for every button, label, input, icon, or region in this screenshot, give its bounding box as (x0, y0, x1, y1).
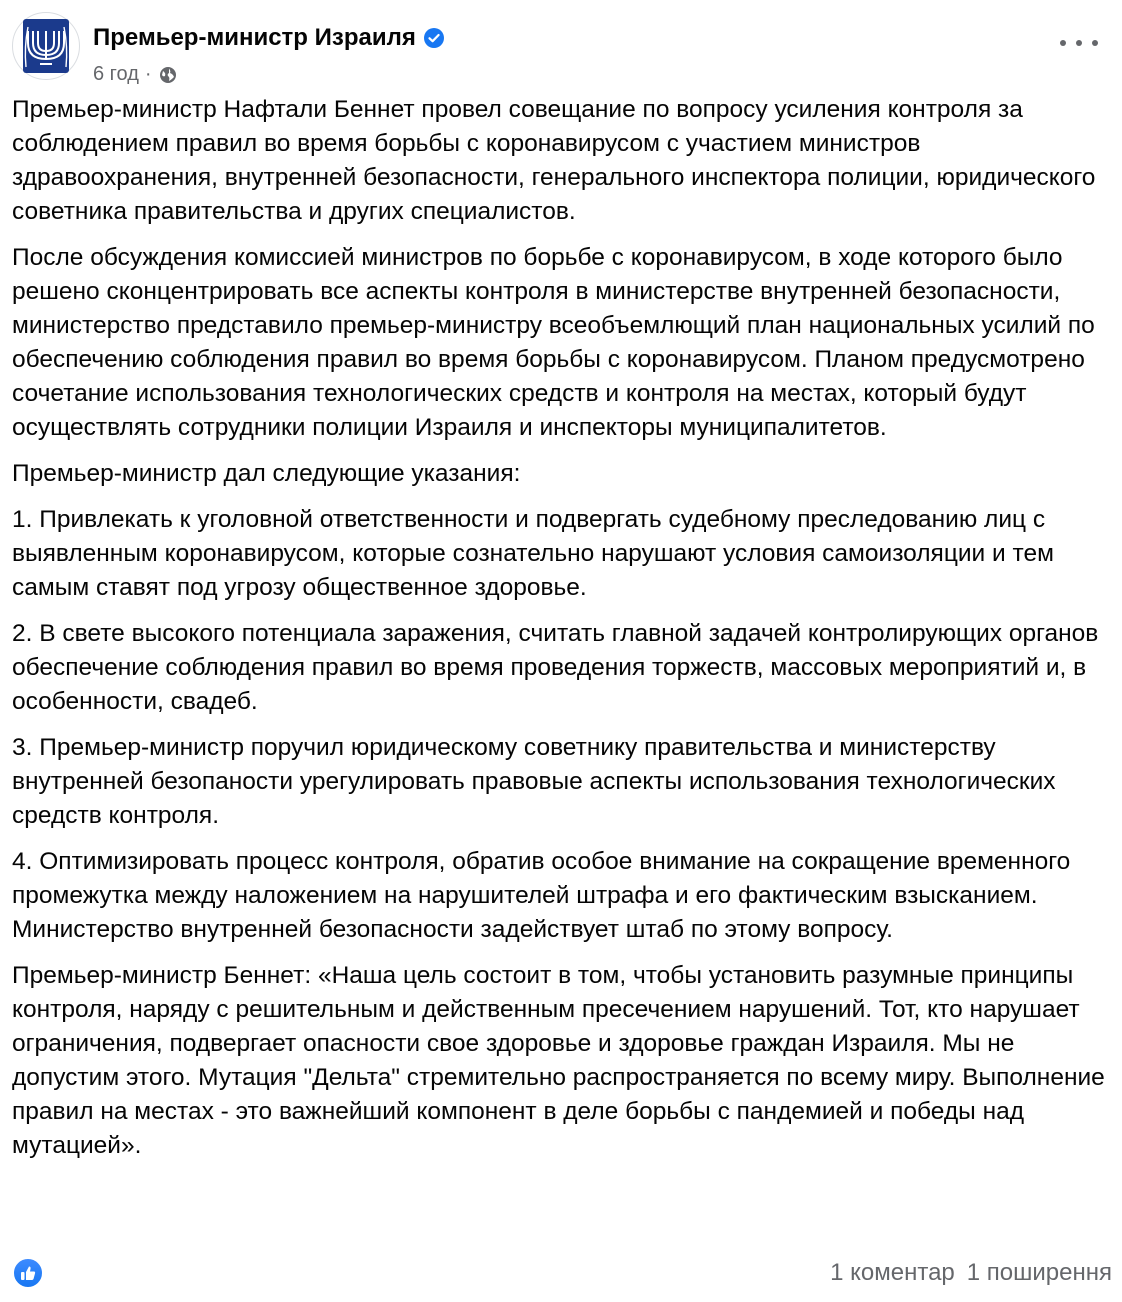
menorah-emblem-icon (20, 17, 72, 75)
post-footer (12, 1255, 1112, 1291)
page-name[interactable]: Премьер-министр Израиля (93, 24, 416, 51)
post-paragraph: 3. Премьер-министр поручил юридическому советнику правительства и министерству внутренней безопаности урегулировать правовые аспекты использования технологических средств контроля. (12, 734, 1056, 829)
verified-badge-icon (424, 28, 444, 48)
like-icon (19, 1264, 37, 1282)
post-timestamp[interactable]: 6 год (93, 63, 139, 85)
post-paragraph: 2. В свете высокого потенциала заражения, считать главной задачей контролирующих органов обеспечение соблюдения правил во время проведения торжеств, массовых мероприятий и, в особенности, свадеб. (12, 620, 1099, 715)
page-name-link[interactable] (93, 24, 444, 52)
post-meta (93, 63, 178, 86)
globe-icon[interactable] (158, 65, 178, 85)
post-paragraph: Премьер-министр Нафтали Беннет провел совещание по вопросу усиления контроля за соблюдением правил во время борьбы с коронавирусом с участием министров здравоохранения, внутренней безопасности, генерального инспектора полиции, юридического советника правительства и других специалистов. (12, 96, 1096, 225)
comments-count[interactable]: 1 коментар (830, 1259, 955, 1286)
more-dot (1076, 40, 1082, 46)
post-paragraph: После обсуждения комиссией министров по борьбе с коронавирусом, в ходе которого было решено сконцентрировать все аспекты контроля в министерстве внутренней безопасности, министерство представило премьер-министру всеобъемлющий план национальных усилий по обеспечению соблюдения правил во время борьбы с коронавирусом. Планом предусмотрено сочетание использования технологических средств и контроля на местах, который будут осуществлять сотрудники полиции Израиля и инспекторы муниципалитетов. (12, 244, 1095, 441)
post-paragraph: Премьер-министр дал следующие указания: (12, 460, 521, 487)
more-options-icon[interactable] (1060, 30, 1098, 56)
more-dot (1060, 40, 1066, 46)
engagement-counts (830, 1259, 1112, 1287)
like-reaction-badge[interactable] (12, 1257, 44, 1289)
post-body (12, 93, 1112, 1175)
post-paragraph: 1. Привлекать к уголовной ответственности и подвергать судебному преследованию лиц с выявленным коронавирусом, которые сознательно нарушают условия самоизоляции и тем самым ставят под угрозу общественное здоровье. (12, 506, 1054, 601)
post-header (12, 12, 1110, 85)
more-dot (1092, 40, 1098, 46)
post-paragraph: Премьер-министр Беннет: «Наша цель состоит в том, чтобы установить разумные принципы контроля, наряду с решительным и действенным пресечением нарушений. Тот, кто нарушает ограничения, подвергает опасности свое здоровье и здоровье граждан Израиля. Мы не допустим этого. Мутация "Дельта" стремительно распространяется по всему миру. Выполнение правил на местах - это важнейший компонент в деле борьбы с пандемией и победы над мутацией». (12, 962, 1105, 1159)
page-avatar[interactable] (12, 12, 80, 80)
post-paragraph: 4. Оптимизировать процесс контроля, обратив особое внимание на сокращение временного промежутка между наложением на нарушителей штрафа и его фактическим взысканием. Министерство внутренней безопасности задействует штаб по этому вопросу. (12, 848, 1071, 943)
separator-dot: · (144, 63, 152, 85)
shares-count[interactable]: 1 поширення (966, 1259, 1112, 1286)
